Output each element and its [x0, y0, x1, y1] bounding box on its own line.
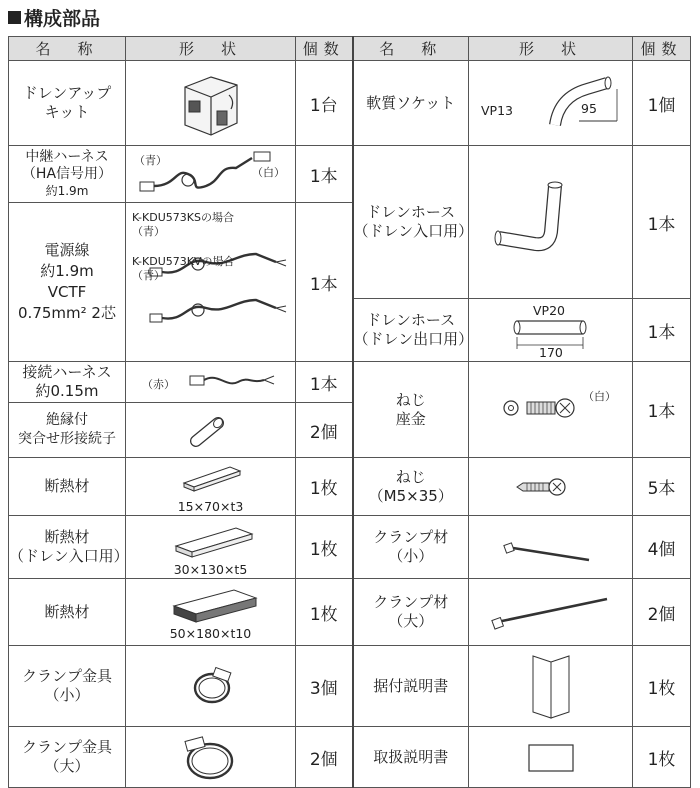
- name-line: クランプ金具: [21, 667, 112, 685]
- kkv-label: K-KDU573KVの場合: [132, 255, 235, 268]
- header-name-right: 名 称: [353, 37, 469, 61]
- part-name: [353, 61, 469, 146]
- blue-label: （青）: [132, 225, 165, 238]
- part-count: 1本: [633, 146, 691, 299]
- part-count: 1枚: [633, 646, 691, 727]
- part-count: 1本: [296, 362, 353, 403]
- part-count: 4個: [633, 516, 691, 579]
- screw-washer-figure: [469, 362, 633, 458]
- install-manual-figure: [469, 646, 633, 727]
- part-name: [353, 458, 469, 516]
- name-line: 断熱材: [44, 602, 90, 621]
- header-shape-right: 形 状: [469, 37, 633, 61]
- part-name: [9, 579, 126, 646]
- part-name: [9, 458, 126, 516]
- insulation-small-figure: [126, 458, 296, 516]
- insulated-connector-icon: [126, 403, 296, 457]
- name-line: （大）: [388, 612, 434, 630]
- name-line: 約1.9m: [45, 183, 89, 198]
- name-line: （大）: [44, 757, 90, 775]
- name-line: 電源線: [44, 241, 90, 259]
- insulation-medium-figure: [126, 516, 296, 579]
- blue-label: （青）: [134, 154, 167, 167]
- drain-up-kit-icon: [171, 67, 251, 139]
- hose-clamp-large-figure: [126, 727, 296, 788]
- part-name: [9, 362, 126, 403]
- part-name: [9, 203, 126, 362]
- drain-up-kit-figure: [126, 61, 296, 146]
- part-name: [353, 516, 469, 579]
- white-label: （白）: [583, 390, 616, 403]
- part-name: [353, 362, 469, 458]
- part-count: 5本: [633, 458, 691, 516]
- kks-label: K-KDU573KSの場合: [132, 211, 234, 224]
- part-count: 1台: [296, 61, 353, 146]
- insulation-large-icon: [126, 584, 296, 626]
- name-line: ドレンアップ: [22, 84, 112, 102]
- red-label: （赤）: [142, 378, 175, 391]
- clamp-band-small-figure: [469, 516, 633, 579]
- section-title: [8, 4, 100, 31]
- name-line: 軟質ソケット: [366, 93, 456, 112]
- table-row: [9, 61, 691, 146]
- drain-hose-outlet-figure: [469, 299, 633, 362]
- part-name: [353, 646, 469, 727]
- part-count: 1個: [633, 61, 691, 146]
- insulation-small-icon: [126, 459, 296, 499]
- insulation-large-figure: [126, 579, 296, 646]
- part-name: [353, 579, 469, 646]
- dim-170-label: 170: [539, 345, 563, 360]
- relay-harness-figure: [126, 146, 296, 203]
- header-count: 個数: [296, 37, 353, 61]
- name-line: クランプ材: [373, 593, 449, 611]
- table-row: [9, 458, 691, 516]
- screw-m5-icon: [469, 467, 633, 507]
- name-line: 接続ハーネス: [22, 363, 112, 381]
- part-name: [9, 146, 126, 203]
- clamp-band-large-icon: [469, 579, 633, 645]
- hose-clamp-small-figure: [126, 646, 296, 727]
- name-line: キット: [44, 103, 90, 121]
- dim-label: 30×130×t5: [173, 561, 248, 577]
- drain-hose-inlet-icon: [469, 172, 633, 272]
- user-manual-figure: [469, 727, 633, 788]
- part-name: [353, 727, 469, 788]
- clamp-band-large-figure: [469, 579, 633, 646]
- white-label: （白）: [252, 166, 285, 179]
- part-name: [9, 516, 129, 579]
- connection-harness-figure: [126, 362, 296, 403]
- vp13-label: VP13: [481, 103, 513, 118]
- name-line: VCTF: [47, 283, 87, 301]
- part-count: 1本: [633, 362, 691, 458]
- table-row: [9, 727, 691, 788]
- part-count: 1枚: [296, 516, 353, 579]
- name-line: （M5×35）: [368, 486, 453, 505]
- name-line: 突合せ形接続子: [18, 431, 116, 447]
- name-line: （小）: [44, 686, 90, 704]
- name-line: クランプ金具: [21, 738, 112, 756]
- name-line: 中継ハーネス: [25, 148, 109, 165]
- soft-socket-figure: [469, 61, 633, 146]
- part-count: 1枚: [296, 458, 353, 516]
- part-count: 2個: [296, 727, 353, 788]
- name-line: クランプ材: [373, 528, 449, 546]
- name-line: （小）: [388, 547, 434, 565]
- name-line: 取扱説明書: [373, 747, 449, 766]
- table-row: [9, 146, 691, 203]
- header-shape: 形 状: [126, 37, 296, 61]
- insulation-medium-icon: [126, 518, 296, 562]
- name-line: 断熱材: [44, 477, 90, 495]
- name-line: （ドレン入口用）: [9, 547, 129, 565]
- part-count: 1本: [296, 146, 353, 203]
- table-row: [9, 646, 691, 727]
- hose-clamp-large-icon: [126, 727, 296, 787]
- part-count: 2個: [633, 579, 691, 646]
- part-count: 1本: [633, 299, 691, 362]
- screw-m5-figure: [469, 458, 633, 516]
- table-row: [9, 516, 691, 579]
- square-bullet-icon: [8, 11, 21, 24]
- name-line: ドレンホース: [366, 311, 456, 329]
- dim-label: 15×70×t3: [177, 499, 244, 514]
- dim-label: 50×180×t10: [169, 625, 252, 641]
- header-row: [9, 37, 691, 61]
- drain-hose-inlet-figure: [469, 146, 633, 299]
- name-line: （ドレン入口用）: [353, 222, 474, 240]
- part-name: [353, 146, 474, 299]
- hose-clamp-small-icon: [126, 660, 296, 712]
- part-count: 1枚: [633, 727, 691, 788]
- install-manual-icon: [469, 646, 633, 726]
- name-line: ねじ: [395, 390, 426, 409]
- part-count: 3個: [296, 646, 353, 727]
- blue-label: （青）: [132, 269, 165, 282]
- header-name: 名 称: [9, 37, 126, 61]
- name-line: （ドレン出口用）: [353, 330, 474, 348]
- table-row: [9, 362, 691, 403]
- name-line: 0.75mm² 2芯: [18, 304, 116, 322]
- section-title-text: 構成部品: [24, 8, 101, 30]
- name-line: 断熱材: [44, 528, 90, 546]
- part-count: 1本: [296, 203, 353, 362]
- name-line: 約1.9m: [40, 262, 94, 280]
- part-count: 1枚: [296, 579, 353, 646]
- clamp-band-small-icon: [469, 516, 633, 578]
- part-name: [9, 403, 126, 458]
- header-count-right: 個数: [633, 37, 691, 61]
- name-line: 絶縁付: [46, 412, 88, 428]
- name-line: 据付説明書: [373, 676, 449, 695]
- name-line: ドレンホース: [366, 203, 456, 221]
- dim-95-label: 95: [581, 101, 597, 116]
- name-line: 座金: [395, 409, 426, 428]
- name-line: ねじ: [395, 467, 426, 486]
- insulated-connector-figure: [126, 403, 296, 458]
- power-cable-figure: [126, 203, 296, 362]
- parts-table: [8, 36, 691, 788]
- part-count: 2個: [296, 403, 353, 458]
- user-manual-icon: [469, 727, 633, 787]
- part-name: [9, 727, 126, 788]
- part-name: [9, 646, 126, 727]
- part-name: [353, 299, 474, 362]
- name-line: 約0.15m: [35, 382, 99, 400]
- name-line: （HA信号用）: [21, 165, 113, 182]
- part-name: [9, 61, 126, 146]
- vp20-label: VP20: [533, 303, 565, 318]
